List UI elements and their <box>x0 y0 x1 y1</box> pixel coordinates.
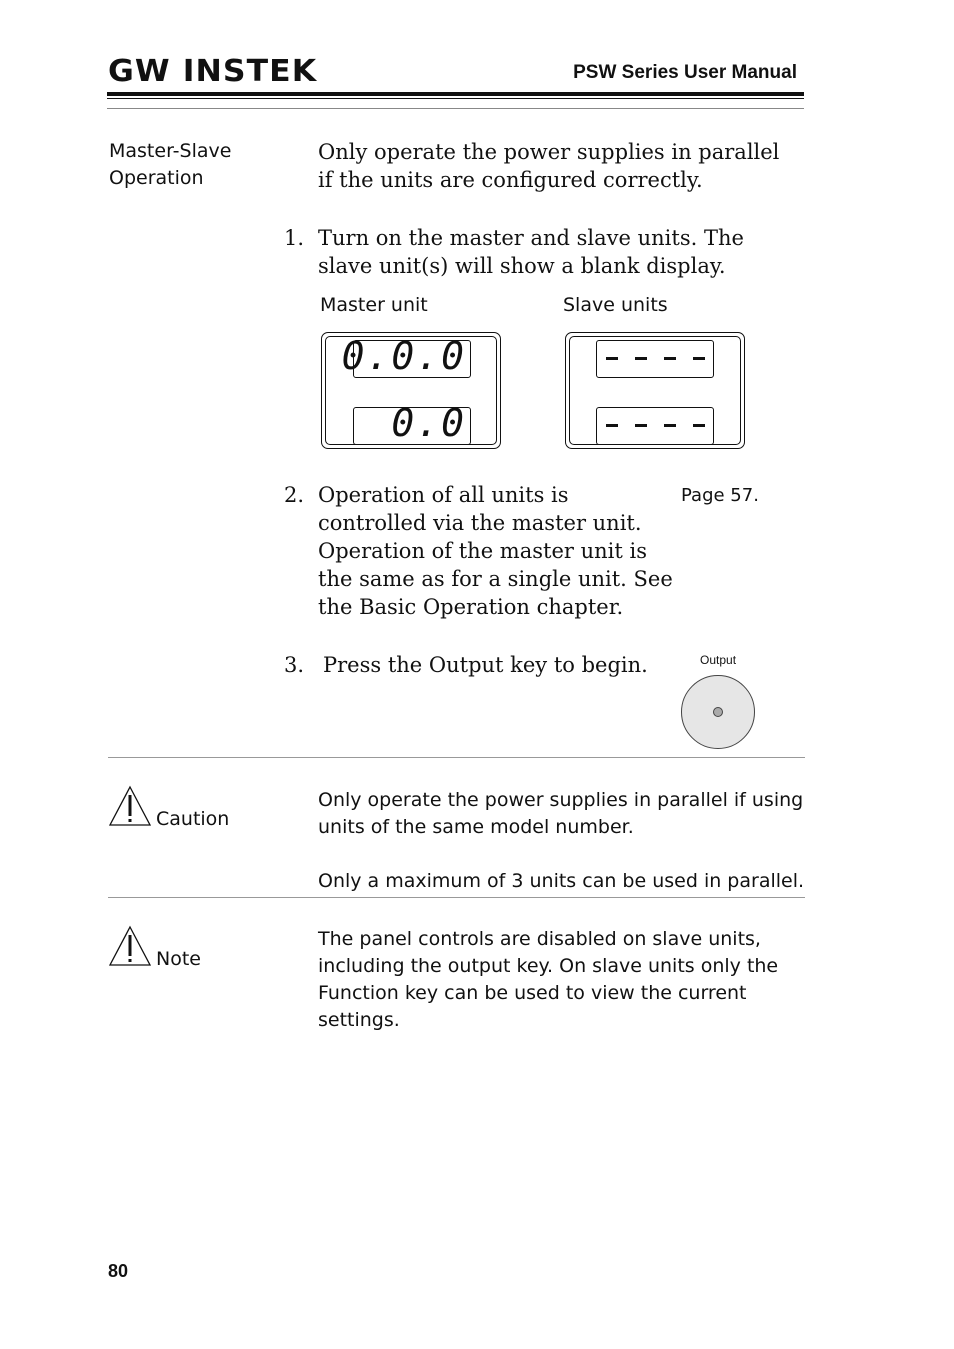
dash-mark <box>635 357 647 360</box>
dash-mark <box>664 357 676 360</box>
note-text: The panel controls are disabled on slave units, including the output key. On slave units only the Function key can be used to view the current settings. <box>318 928 779 1031</box>
slave-units-label: Slave units <box>563 294 668 316</box>
dash-mark <box>693 357 705 360</box>
intro-paragraph: Only operate the power supplies in parallel if the units are configured correctly. <box>318 140 780 192</box>
dash-mark <box>606 357 618 360</box>
output-key-label: Output <box>700 653 737 667</box>
header-rule-secondary <box>107 108 804 109</box>
note-label: Note <box>156 948 201 970</box>
master-unit-label: Master unit <box>320 294 428 316</box>
step-3-number: 3. <box>284 653 305 677</box>
step-1-number: 1. <box>284 226 305 250</box>
slave-current-dashes <box>597 408 713 444</box>
slave-current-display <box>596 407 714 445</box>
manual-title: PSW Series User Manual <box>573 62 797 83</box>
page-number: 80 <box>108 1261 129 1281</box>
section-divider <box>108 897 805 898</box>
master-voltage-digits: 0.0.0 <box>341 334 466 378</box>
step-2-number: 2. <box>284 483 305 507</box>
brand-logo: GW INSTEK <box>108 54 318 89</box>
slave-unit-panel <box>565 332 745 449</box>
master-current-digits: 0.0 <box>391 401 466 445</box>
section-divider <box>108 757 805 758</box>
dash-mark <box>693 424 705 427</box>
side-label-line2: Operation <box>109 167 204 189</box>
step-2-text: Operation of all units is controlled via the master unit. Operation of the master unit is the same as for a single unit. See the Basic Operation chapter. <box>318 483 673 619</box>
header-rule-thin <box>107 98 804 99</box>
header-rule-thick <box>107 92 804 96</box>
master-unit-panel <box>321 332 501 449</box>
warning-icon <box>108 925 152 967</box>
dash-mark <box>664 424 676 427</box>
step-1-text: Turn on the master and slave units. The slave unit(s) will show a blank display. <box>318 226 744 278</box>
slave-voltage-dashes <box>597 341 713 377</box>
caution-text-2: Only a maximum of 3 units can be used in parallel. <box>318 870 805 892</box>
page-reference: Page 57. <box>681 485 759 506</box>
knob-icon <box>681 675 755 749</box>
caution-label: Caution <box>156 808 230 830</box>
side-label-line1: Master-Slave <box>109 140 232 162</box>
warning-icon <box>108 785 152 827</box>
section-side-label <box>109 138 299 192</box>
master-voltage-display <box>341 334 471 378</box>
dash-mark <box>635 424 647 427</box>
caution-text-1: Only operate the power supplies in parallel if using units of the same model number. <box>318 789 804 838</box>
master-current-display <box>353 401 471 445</box>
knob-indicator <box>713 707 723 717</box>
slave-voltage-display <box>596 340 714 378</box>
dash-mark <box>606 424 618 427</box>
step-3-text: Press the Output key to begin. <box>323 653 648 677</box>
